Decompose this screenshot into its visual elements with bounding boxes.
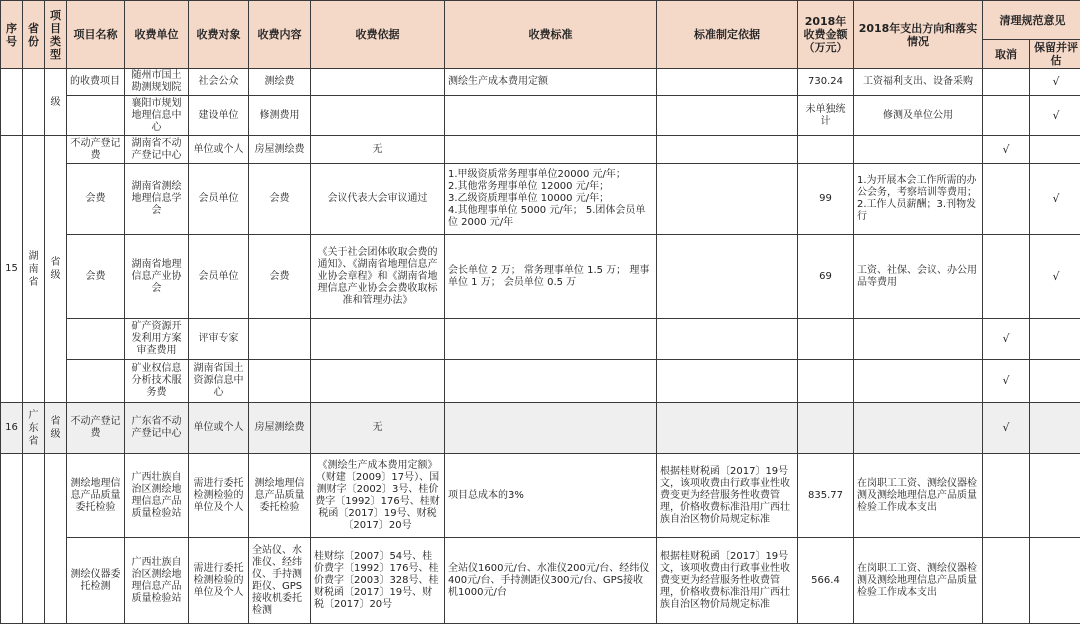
- amount-cell: 730.24: [798, 69, 854, 96]
- retain-cell: [1030, 319, 1080, 360]
- header-province: 省份: [23, 1, 45, 69]
- item-name-cell: 会费: [67, 235, 125, 319]
- header-retain: 保留并评估: [1030, 40, 1080, 69]
- standard-cell: 会长单位 2 万； 常务理事单位 1.5 万； 理事单位 1 万； 会员单位 0.5 万: [445, 235, 657, 319]
- retain-cell: [1030, 403, 1080, 454]
- standard-cell: 项目总成本的3%: [445, 454, 657, 538]
- content-cell: [249, 319, 311, 360]
- amount-cell: 835.77: [798, 454, 854, 538]
- cancel-cell: [983, 164, 1030, 235]
- cancel-cell: [983, 454, 1030, 538]
- target-cell: 单位或个人: [189, 403, 249, 454]
- retain-check: √: [1030, 164, 1080, 235]
- cancel-check: √: [983, 319, 1030, 360]
- content-cell: 全站仪、水准仪、经纬仪、手持测距仪、GPS接收机委托检测: [249, 538, 311, 624]
- target-cell: 社会公众: [189, 69, 249, 96]
- amount-cell: 69: [798, 235, 854, 319]
- expenditure-cell: 工资、社保、会议、办公用品等费用: [854, 235, 983, 319]
- standard-cell: 1.甲级资质常务理事单位20000 元/年； 2.其他常务理事单位 12000 元/年； 3.乙级资质理事单位 10000 元/年； 4.其他理事单位 5000 元/年； 5.团体会员单位 2000 元/年: [445, 164, 657, 235]
- standard-basis-cell: 根据桂财税函〔2017〕19号文，该项收费由行政事业性收费变更为经营服务性收费管理，价格收费标准沿用广西壮族自治区物价局规定标准: [657, 454, 798, 538]
- header-standard-basis: 标准制定依据: [657, 1, 798, 69]
- target-cell: 湖南省国土资源信息中心: [189, 360, 249, 403]
- target-cell: 会员单位: [189, 164, 249, 235]
- amount-cell: [798, 319, 854, 360]
- item-name-cell: [67, 360, 125, 403]
- collector-cell: 广西壮族自治区测绘地理信息产品质量检验站: [125, 454, 189, 538]
- retain-cell: [1030, 538, 1080, 624]
- expenditure-cell: [854, 319, 983, 360]
- content-cell: 房屋测绘费: [249, 136, 311, 164]
- expenditure-cell: [854, 136, 983, 164]
- type-cell: 省级: [45, 403, 67, 454]
- type-cell: [45, 454, 67, 624]
- content-cell: 房屋测绘费: [249, 403, 311, 454]
- standard-basis-cell: 根据桂财税函〔2017〕19号文，该项收费由行政事业性收费变更为经营服务性收费管理，价格收费标准沿用广西壮族自治区物价局规定标准: [657, 538, 798, 624]
- retain-check: √: [1030, 96, 1080, 136]
- target-cell: 评审专家: [189, 319, 249, 360]
- item-name-cell: 不动产登记费: [67, 136, 125, 164]
- amount-cell: 566.4: [798, 538, 854, 624]
- type-cell: 级: [45, 69, 67, 136]
- content-cell: 修测费用: [249, 96, 311, 136]
- standard-basis-cell: [657, 69, 798, 96]
- standard-basis-cell: [657, 319, 798, 360]
- basis-cell: [311, 360, 445, 403]
- target-cell: 单位或个人: [189, 136, 249, 164]
- expenditure-cell: 1.为开展本会工作所需的办公会务，考察培训等费用；2.工作人员薪酬；3.刊物发行: [854, 164, 983, 235]
- cancel-check: √: [983, 360, 1030, 403]
- content-cell: [249, 360, 311, 403]
- standard-cell: [445, 319, 657, 360]
- basis-cell: 《关于社会团体收取会费的通知》、《湖南省地理信息产业协会章程》和《湖南省地理信息产业协会会费收取标准和管理办法》: [311, 235, 445, 319]
- header-standard: 收费标准: [445, 1, 657, 69]
- header-opinion: 清理规范意见: [983, 1, 1080, 40]
- basis-cell: [311, 69, 445, 96]
- content-cell: 会费: [249, 235, 311, 319]
- target-cell: 需进行委托检测检验的单位及个人: [189, 454, 249, 538]
- content-cell: 会费: [249, 164, 311, 235]
- item-name-cell: 测绘地理信息产品质量委托检验: [67, 454, 125, 538]
- standard-basis-cell: [657, 136, 798, 164]
- collector-cell: 广西壮族自治区测绘地理信息产品质量检验站: [125, 538, 189, 624]
- header-target: 收费对象: [189, 1, 249, 69]
- standard-basis-cell: [657, 164, 798, 235]
- collector-cell: 矿产资源开发利用方案审查费用: [125, 319, 189, 360]
- expenditure-cell: [854, 403, 983, 454]
- retain-cell: [1030, 454, 1080, 538]
- standard-basis-cell: [657, 403, 798, 454]
- basis-cell: 无: [311, 136, 445, 164]
- seq-cell: 16: [1, 403, 23, 454]
- expenditure-cell: 修测及单位公用: [854, 96, 983, 136]
- expenditure-cell: 工资福利支出、设备采购: [854, 69, 983, 96]
- header-basis: 收费依据: [311, 1, 445, 69]
- standard-basis-cell: [657, 360, 798, 403]
- cancel-cell: [983, 96, 1030, 136]
- header-type: 项目类型: [45, 1, 67, 69]
- collector-cell: 襄阳市规划地理信息中心: [125, 96, 189, 136]
- expenditure-cell: [854, 360, 983, 403]
- expenditure-cell: 在岗职工工资、测绘仪器检测及测绘地理信息产品质量检验工作成本支出: [854, 454, 983, 538]
- target-cell: 需进行委托检测检验的单位及个人: [189, 538, 249, 624]
- basis-cell: 无: [311, 403, 445, 454]
- item-name-cell: 会费: [67, 164, 125, 235]
- item-name-cell: 不动产登记费: [67, 403, 125, 454]
- province-cell: 广东省: [23, 403, 45, 454]
- basis-cell: [311, 319, 445, 360]
- amount-cell: [798, 360, 854, 403]
- target-cell: 建设单位: [189, 96, 249, 136]
- item-name-cell: [67, 319, 125, 360]
- basis-cell: [311, 96, 445, 136]
- standard-basis-cell: [657, 235, 798, 319]
- province-cell: 湖南省: [23, 136, 45, 403]
- item-name-cell: [67, 96, 125, 136]
- collector-cell: 湖南省地理信息产业协会: [125, 235, 189, 319]
- cancel-cell: [983, 69, 1030, 96]
- amount-cell: 未单独统计: [798, 96, 854, 136]
- seq-cell: [1, 454, 23, 624]
- item-name-cell: 测绘仪器委托检测: [67, 538, 125, 624]
- retain-check: √: [1030, 235, 1080, 319]
- retain-check: √: [1030, 69, 1080, 96]
- standard-cell: [445, 96, 657, 136]
- standard-cell: 测绘生产成本费用定额: [445, 69, 657, 96]
- basis-cell: 《测绘生产成本费用定额》（财建〔2009〕17号）、国测财字〔2002〕3号、桂价费字〔1992〕176号、桂财税函〔2017〕19号、财税〔2017〕20号: [311, 454, 445, 538]
- target-cell: 会员单位: [189, 235, 249, 319]
- basis-cell: 桂财综〔2007〕54号、桂价费字〔1992〕176号、桂价费字〔2003〕328号、桂财税函〔2017〕19号、财税〔2017〕20号: [311, 538, 445, 624]
- collector-cell: 随州市国土勘测规划院: [125, 69, 189, 96]
- standard-cell: [445, 136, 657, 164]
- standard-basis-cell: [657, 96, 798, 136]
- header-amount: 2018年收费金额（万元）: [798, 1, 854, 69]
- standard-cell: 全站仪1600元/台、水准仪200元/台、经纬仪400元/台、手持测距仪300元/台、GPS接收机1000元/台: [445, 538, 657, 624]
- cancel-cell: [983, 538, 1030, 624]
- province-cell: [23, 454, 45, 624]
- content-cell: 测绘地理信息产品质量委托检验: [249, 454, 311, 538]
- content-cell: 测绘费: [249, 69, 311, 96]
- header-item-name: 项目名称: [67, 1, 125, 69]
- retain-cell: [1030, 136, 1080, 164]
- header-expenditure: 2018年支出方向和落实情况: [854, 1, 983, 69]
- item-name-cell: 的收费项目: [67, 69, 125, 96]
- amount-cell: [798, 403, 854, 454]
- header-content: 收费内容: [249, 1, 311, 69]
- collector-cell: 湖南省不动产登记中心: [125, 136, 189, 164]
- retain-cell: [1030, 360, 1080, 403]
- amount-cell: 99: [798, 164, 854, 235]
- cancel-check: √: [983, 403, 1030, 454]
- type-cell: 省级: [45, 136, 67, 403]
- cancel-cell: [983, 235, 1030, 319]
- standard-cell: [445, 403, 657, 454]
- collector-cell: 湖南省测绘地理信息学会: [125, 164, 189, 235]
- seq-cell: [1, 69, 23, 136]
- collector-cell: 广东省不动产登记中心: [125, 403, 189, 454]
- header-seq: 序号: [1, 1, 23, 69]
- collector-cell: 矿业权信息分析技术服务费: [125, 360, 189, 403]
- expenditure-cell: 在岗职工工资、测绘仪器检测及测绘地理信息产品质量检验工作成本支出: [854, 538, 983, 624]
- header-cancel: 取消: [983, 40, 1030, 69]
- amount-cell: [798, 136, 854, 164]
- province-cell: [23, 69, 45, 136]
- cancel-check: √: [983, 136, 1030, 164]
- seq-cell: 15: [1, 136, 23, 403]
- header-collector: 收费单位: [125, 1, 189, 69]
- basis-cell: 会议代表大会审议通过: [311, 164, 445, 235]
- standard-cell: [445, 360, 657, 403]
